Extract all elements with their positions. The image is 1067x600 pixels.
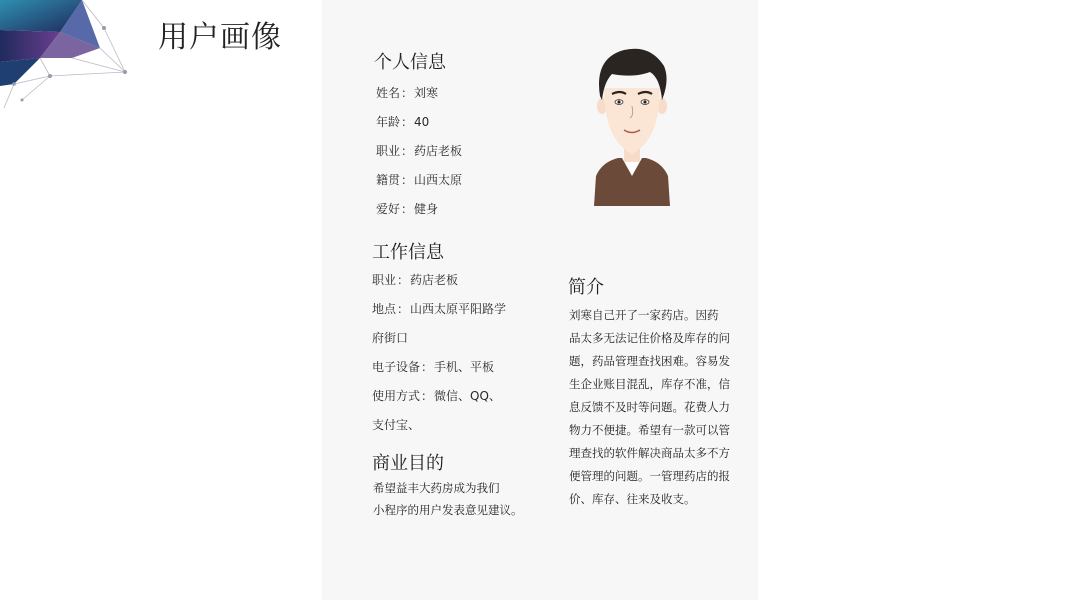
intro-heading: 简介: [568, 277, 604, 298]
field-label: 职业: [376, 144, 401, 158]
personal-info-heading: 个人信息: [374, 52, 446, 73]
field-value: 健身: [414, 202, 439, 216]
page-title: 用户画像: [158, 20, 282, 55]
work-info-heading: 工作信息: [372, 242, 444, 263]
field-name: 姓名：刘寒: [376, 86, 439, 100]
work-occupation: 职业：药店老板: [372, 273, 459, 287]
paragraph-line: 小程序的用户发表意见建议。: [373, 503, 523, 517]
paragraph-line: 物力不便捷。希望有一款可以管: [569, 423, 730, 437]
field-label: 地点: [372, 302, 397, 316]
field-label: 使用方式: [372, 389, 421, 403]
field-label: 姓名: [376, 86, 401, 100]
paragraph-line: 生企业账目混乱，库存不准，信: [569, 377, 730, 391]
field-label: 年龄: [376, 115, 401, 129]
polygon-decoration-icon: [0, 0, 140, 115]
work-usage-cont: 支付宝、: [372, 418, 421, 432]
paragraph-line: 息反馈不及时等问题。花费人力: [569, 400, 730, 414]
paragraph-line: 题，药品管理查找困难。容易发: [569, 354, 730, 368]
business-purpose-heading: 商业目的: [372, 453, 444, 474]
field-label: 爱好: [376, 202, 401, 216]
paragraph-line: 刘寒自己开了一家药店。因药: [569, 308, 719, 322]
field-value: 刘寒: [414, 86, 439, 100]
user-avatar-icon: [590, 44, 674, 206]
field-value: 山西太原平阳路学: [410, 302, 507, 316]
field-age: 年龄：40: [376, 115, 430, 129]
field-label: 电子设备: [372, 360, 421, 374]
business-purpose-text: [373, 477, 523, 521]
work-devices: 电子设备：手机、平板: [372, 360, 495, 374]
field-hobby: 爱好：健身: [376, 202, 439, 216]
field-value: 40: [414, 115, 430, 129]
field-value: 药店老板: [414, 144, 463, 158]
work-location-cont: 府街口: [372, 331, 409, 345]
work-usage: 使用方式：微信、QQ、: [372, 389, 501, 403]
field-value: 手机、平板: [434, 360, 495, 374]
field-hometown: 籍贯：山西太原: [376, 173, 463, 187]
work-location: 地点：山西太原平阳路学: [372, 302, 507, 316]
paragraph-line: 理查找的软件解决商品太多不方: [569, 446, 730, 460]
intro-text: [569, 304, 730, 511]
paragraph-line: 便管理的问题。一管理药店的报: [569, 469, 730, 483]
field-value: 山西太原: [414, 173, 463, 187]
field-value: 微信、QQ、: [434, 389, 501, 403]
paragraph-line: 希望益丰大药房成为我们: [373, 481, 500, 495]
field-label: 籍贯: [376, 173, 401, 187]
field-occupation: 职业：药店老板: [376, 144, 463, 158]
field-label: 职业: [372, 273, 397, 287]
paragraph-line: 品太多无法记住价格及库存的问: [569, 331, 730, 345]
paragraph-line: 价、库存、往来及收支。: [569, 492, 696, 506]
field-value: 药店老板: [410, 273, 459, 287]
